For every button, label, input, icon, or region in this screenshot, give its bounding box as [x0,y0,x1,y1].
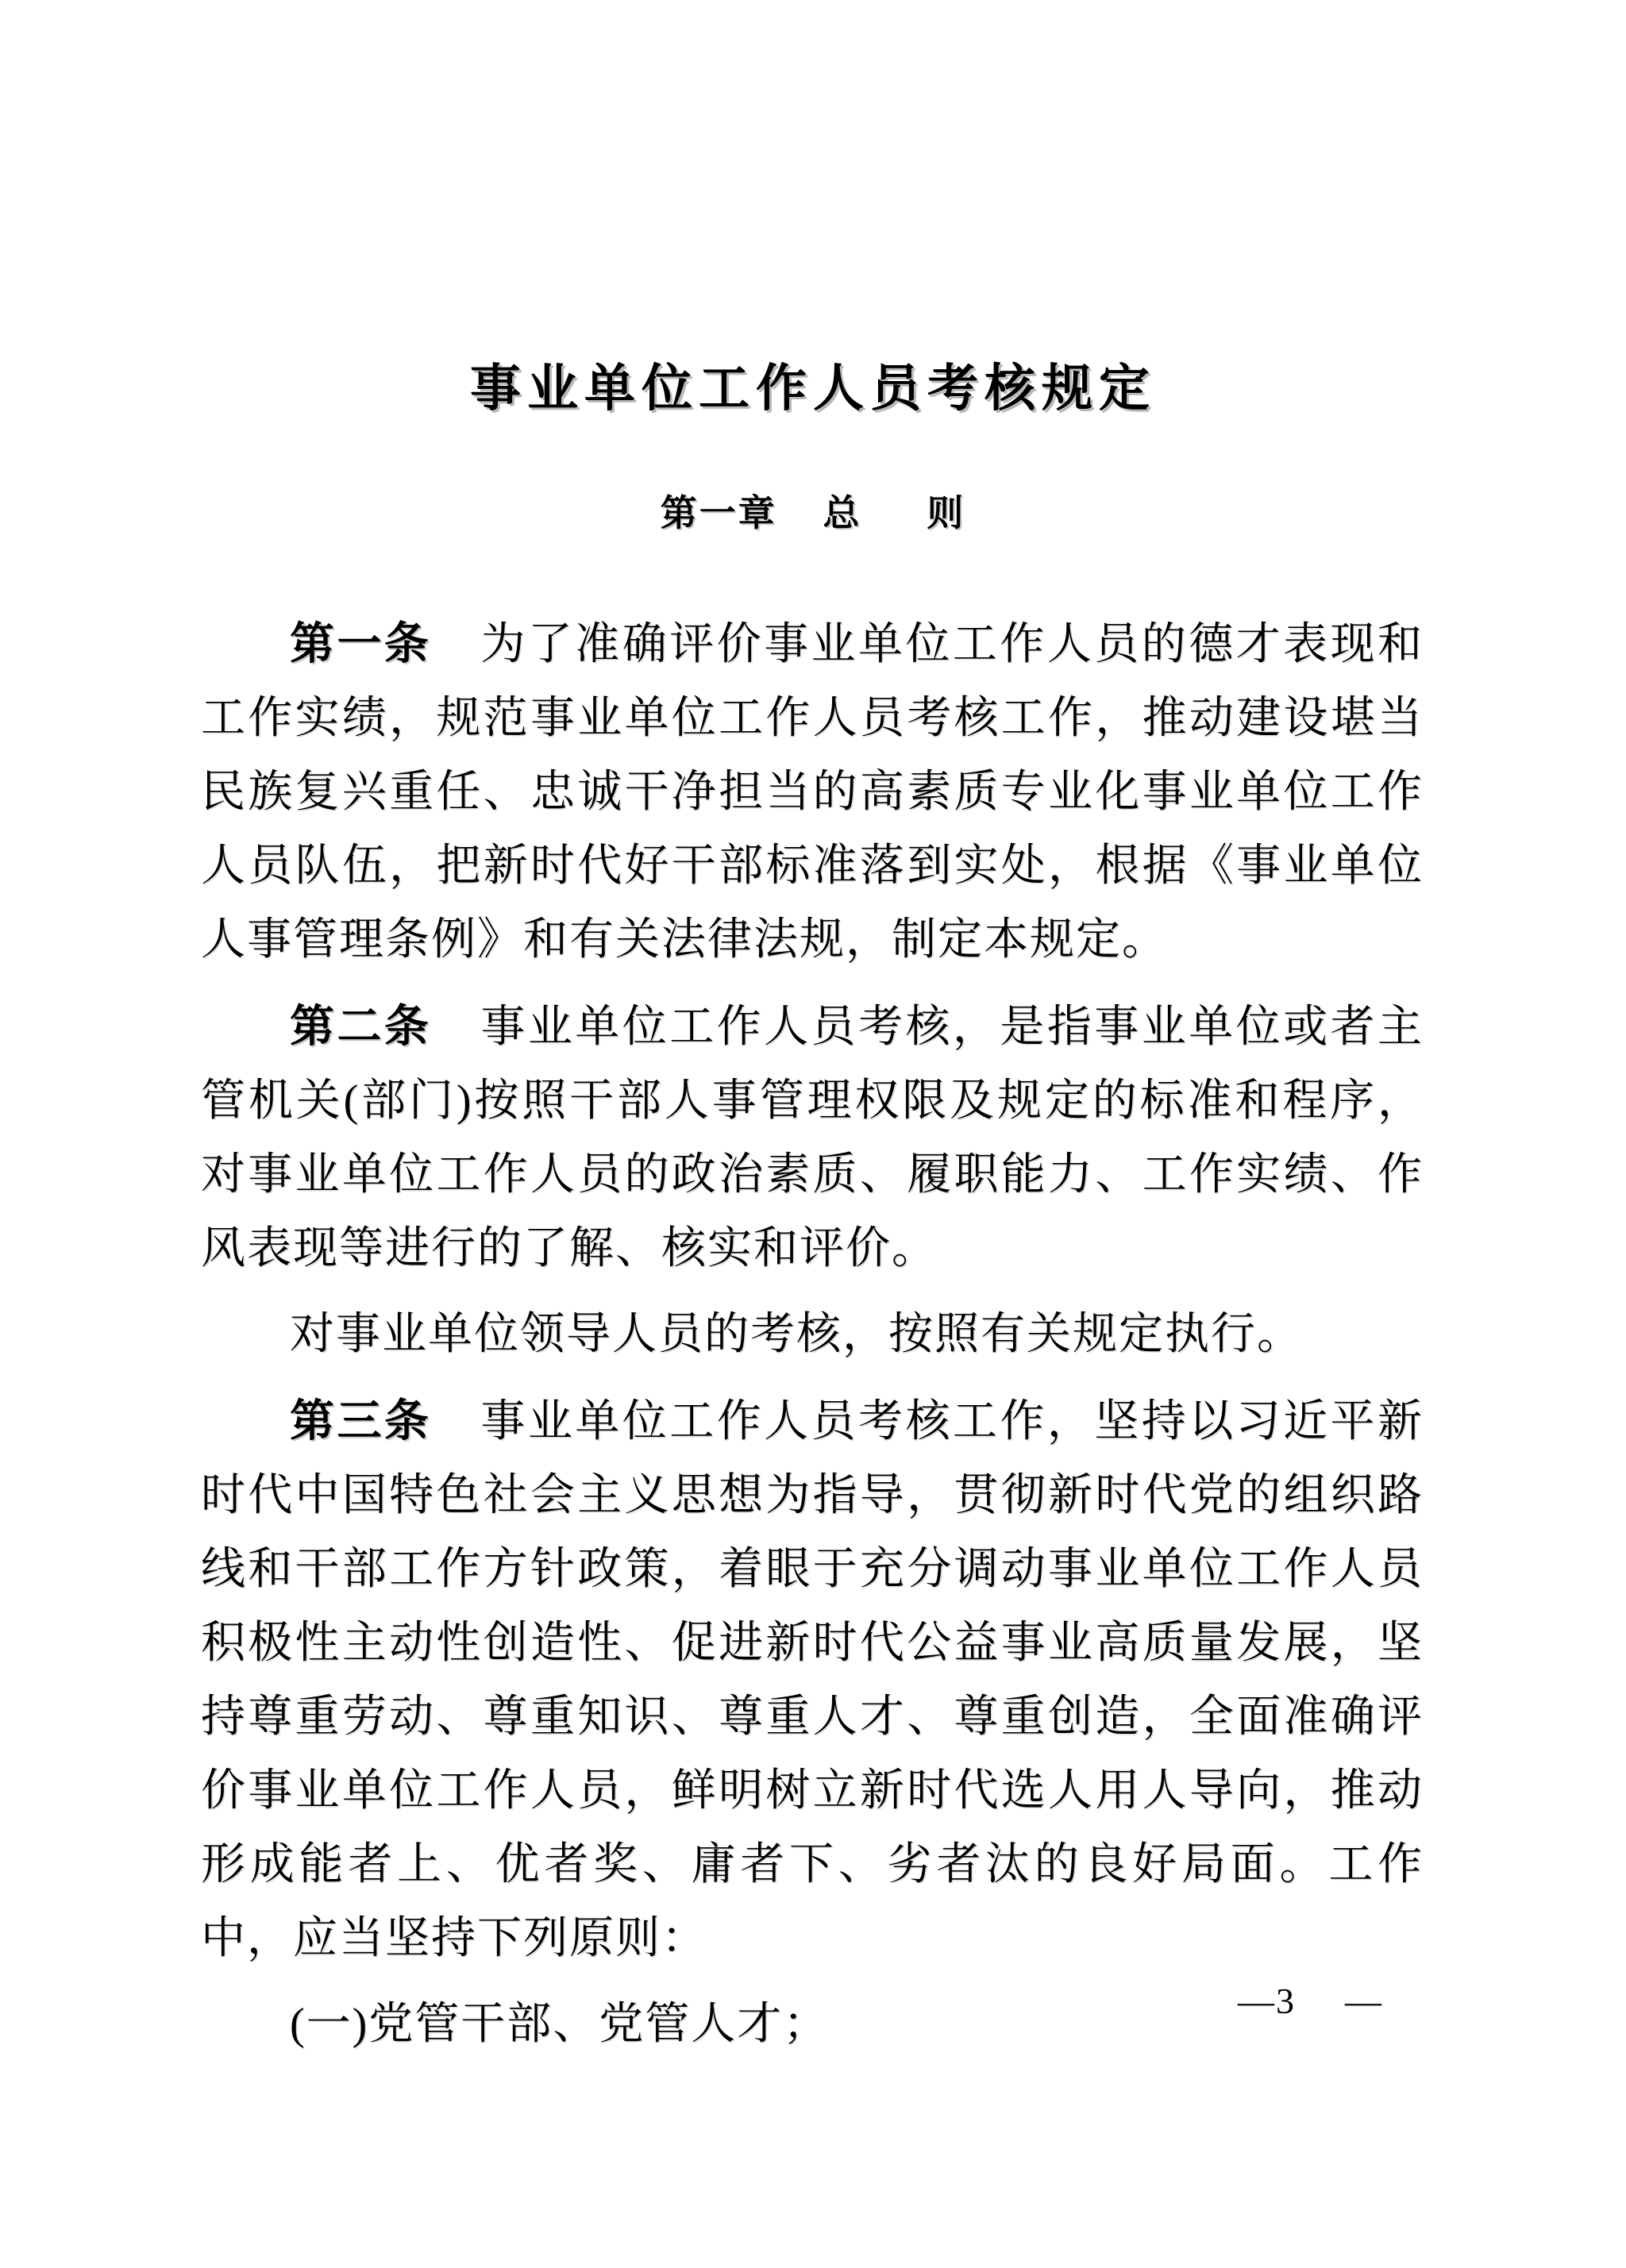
article-paragraph-1 [201,606,1424,977]
article-2-label: 第二条 [290,1001,432,1052]
document-title: 事业单位工作人员考核规定 [470,360,1156,417]
page-number [1238,1983,1383,2020]
article-1-text: 为了准确评价事业单位工作人员的德才表现和工作实绩，规范事业单位工作人员考核工作，推动建设堪当民族复兴重任、忠诚干净担当的高素质专业化事业单位工作人员队伍，把新时代好干部标准落到实处，根据《事业单位人事管理条例》和有关法律法规，制定本规定。 [201,620,1424,965]
chapter-title-word-2: 则 [927,492,966,534]
chapter-number: 第一章 [660,492,777,534]
principle-item-1-text: (一)党管干部、党管人才； [290,2000,830,2050]
article-3-text: 事业单位工作人员考核工作，坚持以习近平新时代中国特色社会主义思想为指导，贯彻新时代党的组织路线和干部工作方针政策，着眼于充分调动事业单位工作人员积极性主动性创造性、促进新时代公益事业高质量发展，坚持尊重劳动、尊重知识、尊重人才、尊重创造，全面准确评价事业单位工作人员，鲜明树立新时代选人用人导向，推动形成能者上、优者奖、庸者下、劣者汰的良好局面。工作中，应当坚持下列原则： [201,1397,1424,1964]
article-paragraph-3 [201,1384,1424,1976]
leaders-assessment-text: 对事业单位领导人员的考核，按照有关规定执行。 [290,1310,1303,1360]
article-paragraph-2 [201,989,1424,1286]
leaders-assessment-paragraph [201,1298,1424,1372]
page-number-left-part: —3 [1238,1981,1296,2021]
page-number-right-dash: — [1345,1981,1383,2021]
article-3-label: 第三条 [290,1396,432,1446]
document-body [201,606,1424,2062]
chapter-title-word-1: 总 [823,492,862,534]
chapter-heading [0,491,1626,535]
article-1-label: 第一条 [290,618,432,669]
article-2-text: 事业单位工作人员考核，是指事业单位或者主管机关(部门)按照干部人事管理权限及规定的标准和程序，对事业单位工作人员的政治素质、履职能力、工作实绩、作风表现等进行的了解、核实和评价。 [201,1003,1424,1274]
